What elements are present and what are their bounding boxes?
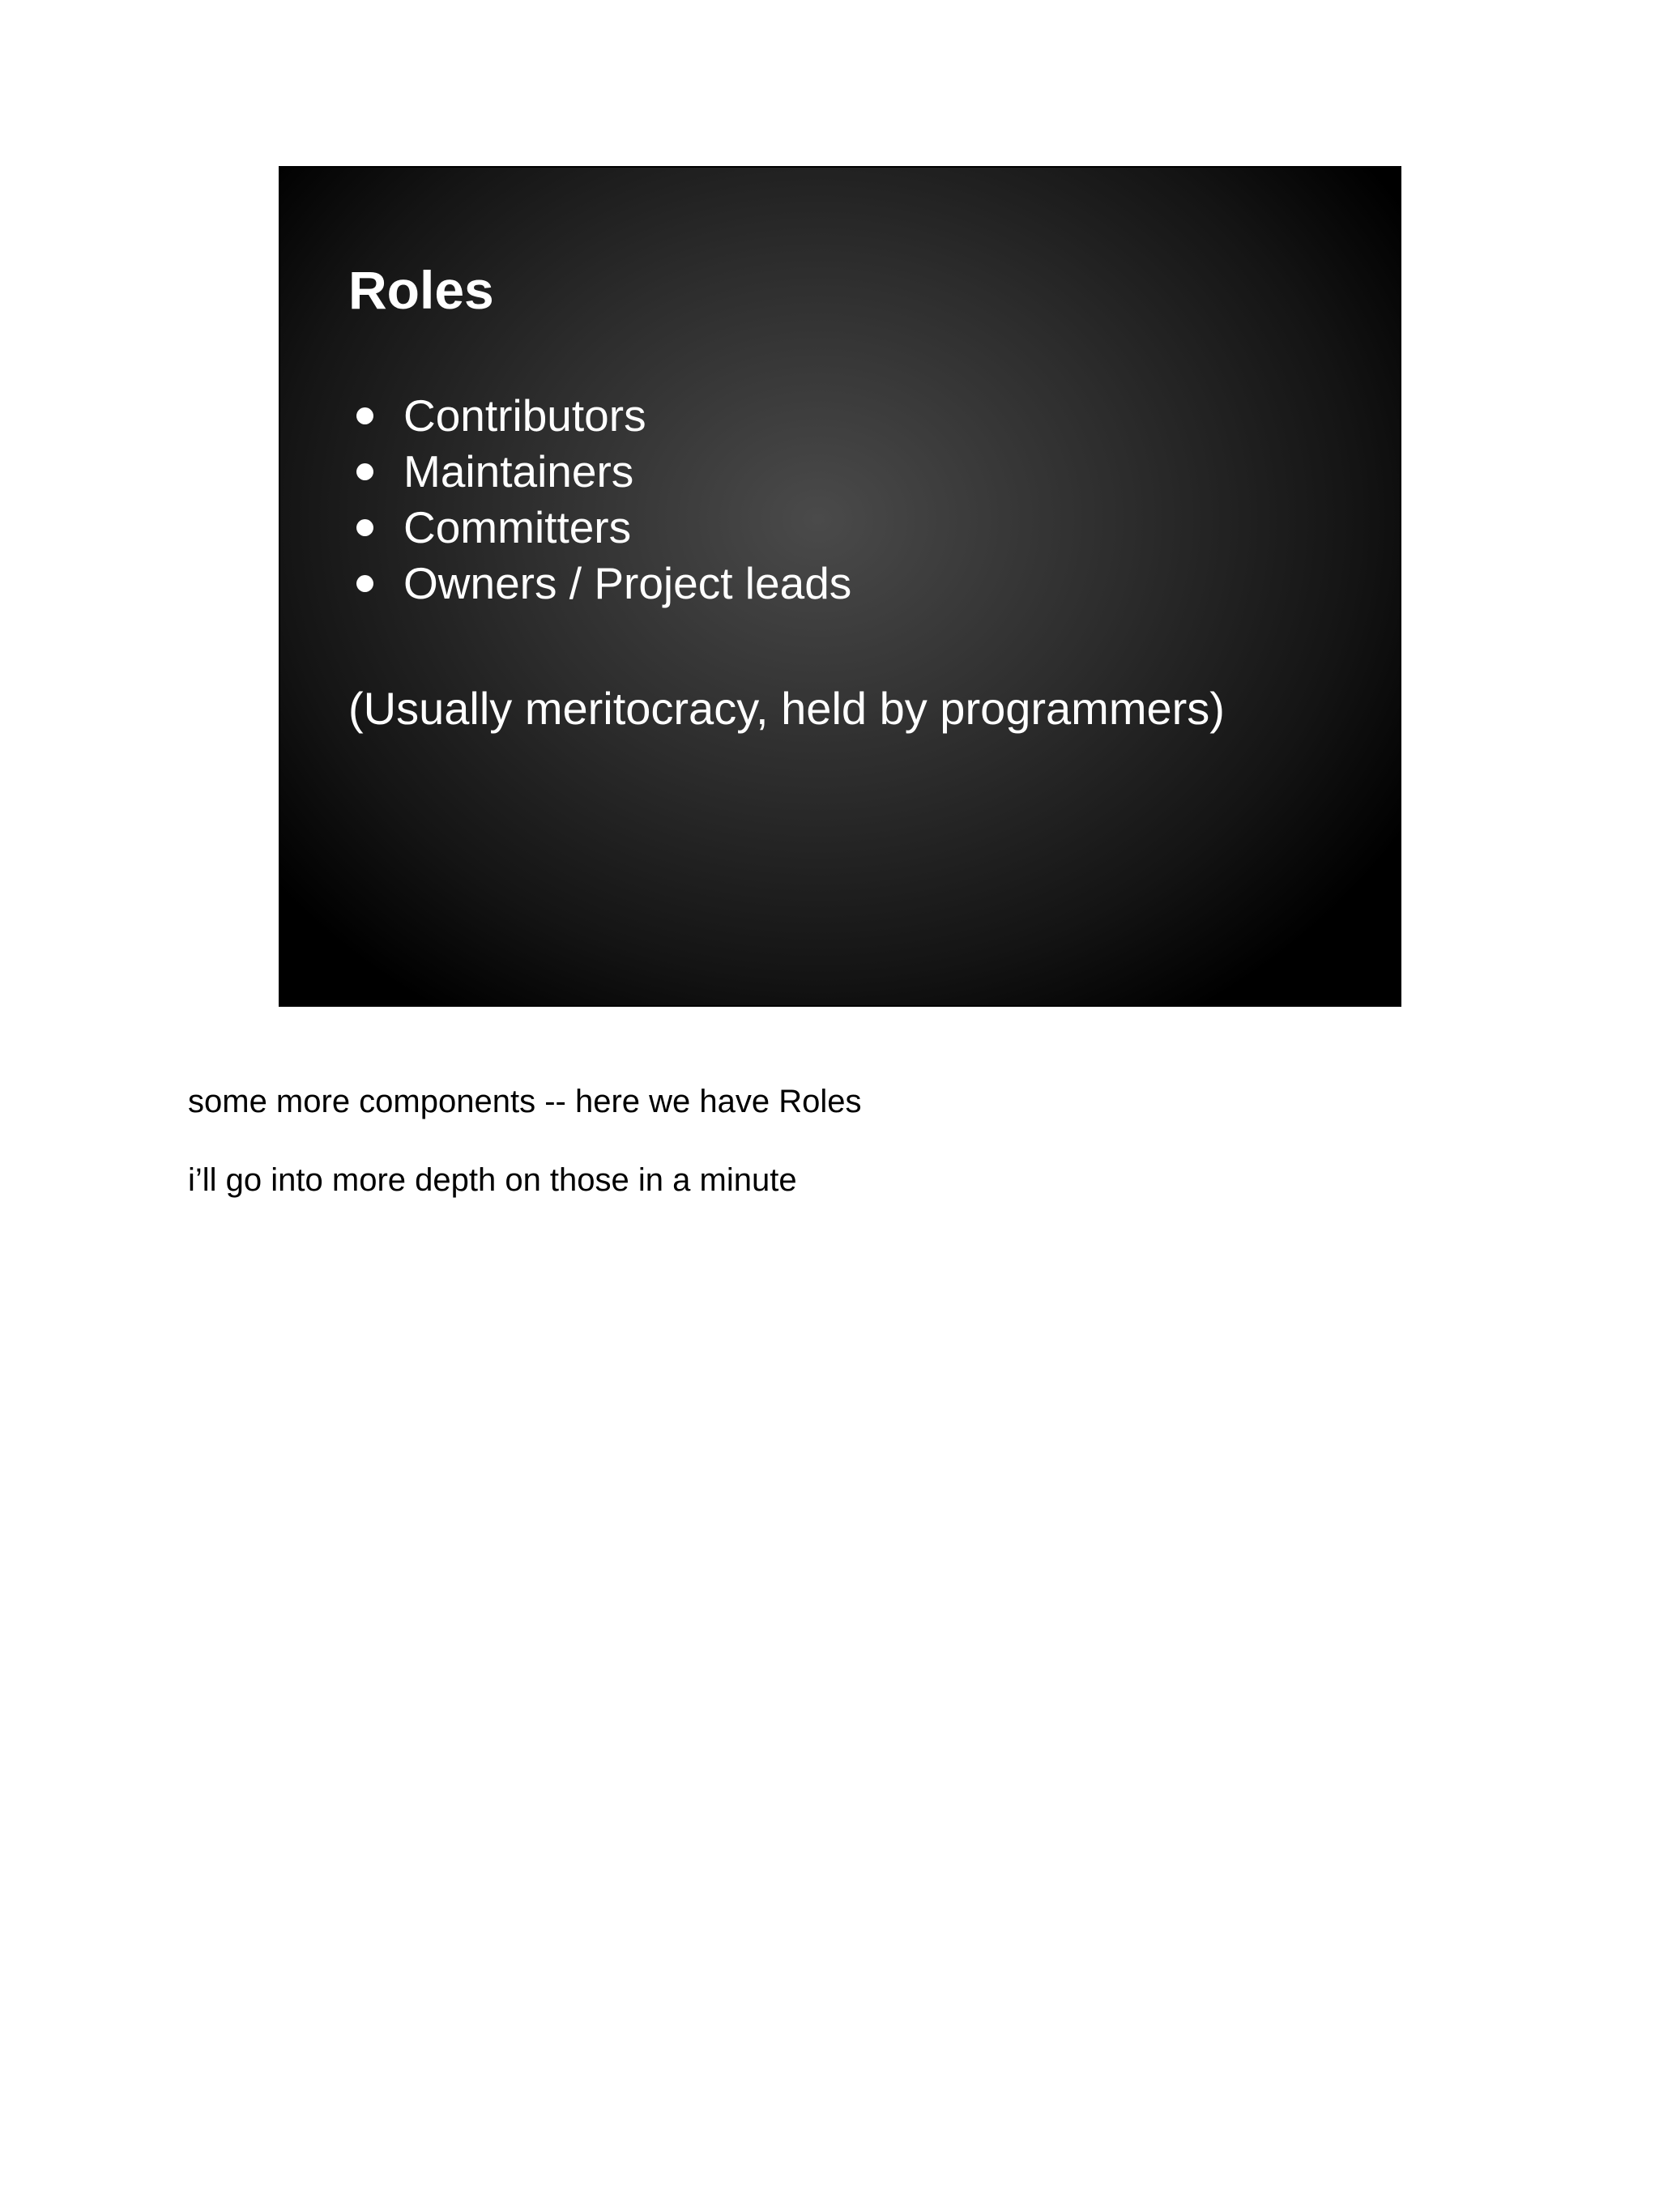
bullet-dot-icon [356,519,373,536]
bullet-item [348,388,851,444]
bullet-list [348,388,851,612]
bullet-text: Contributors [403,390,646,441]
slide [279,166,1401,1007]
speaker-note-line: i’ll go into more depth on those in a minute [188,1162,797,1198]
bullet-item [348,556,851,612]
bullet-dot-icon [356,407,373,424]
bullet-dot-icon [356,463,373,480]
bullet-text: Owners / Project leads [403,558,852,608]
speaker-note-line: some more components -- here we have Roles [188,1084,862,1119]
slide-title: Roles [348,260,494,320]
bullet-dot-icon [356,575,373,592]
bullet-item [348,444,851,500]
speaker-notes [188,1085,861,1196]
slide-note: (Usually meritocracy, held by programmers) [348,683,1225,734]
bullet-text: Committers [403,502,632,552]
bullet-text: Maintainers [403,446,634,497]
bullet-item [348,500,851,556]
